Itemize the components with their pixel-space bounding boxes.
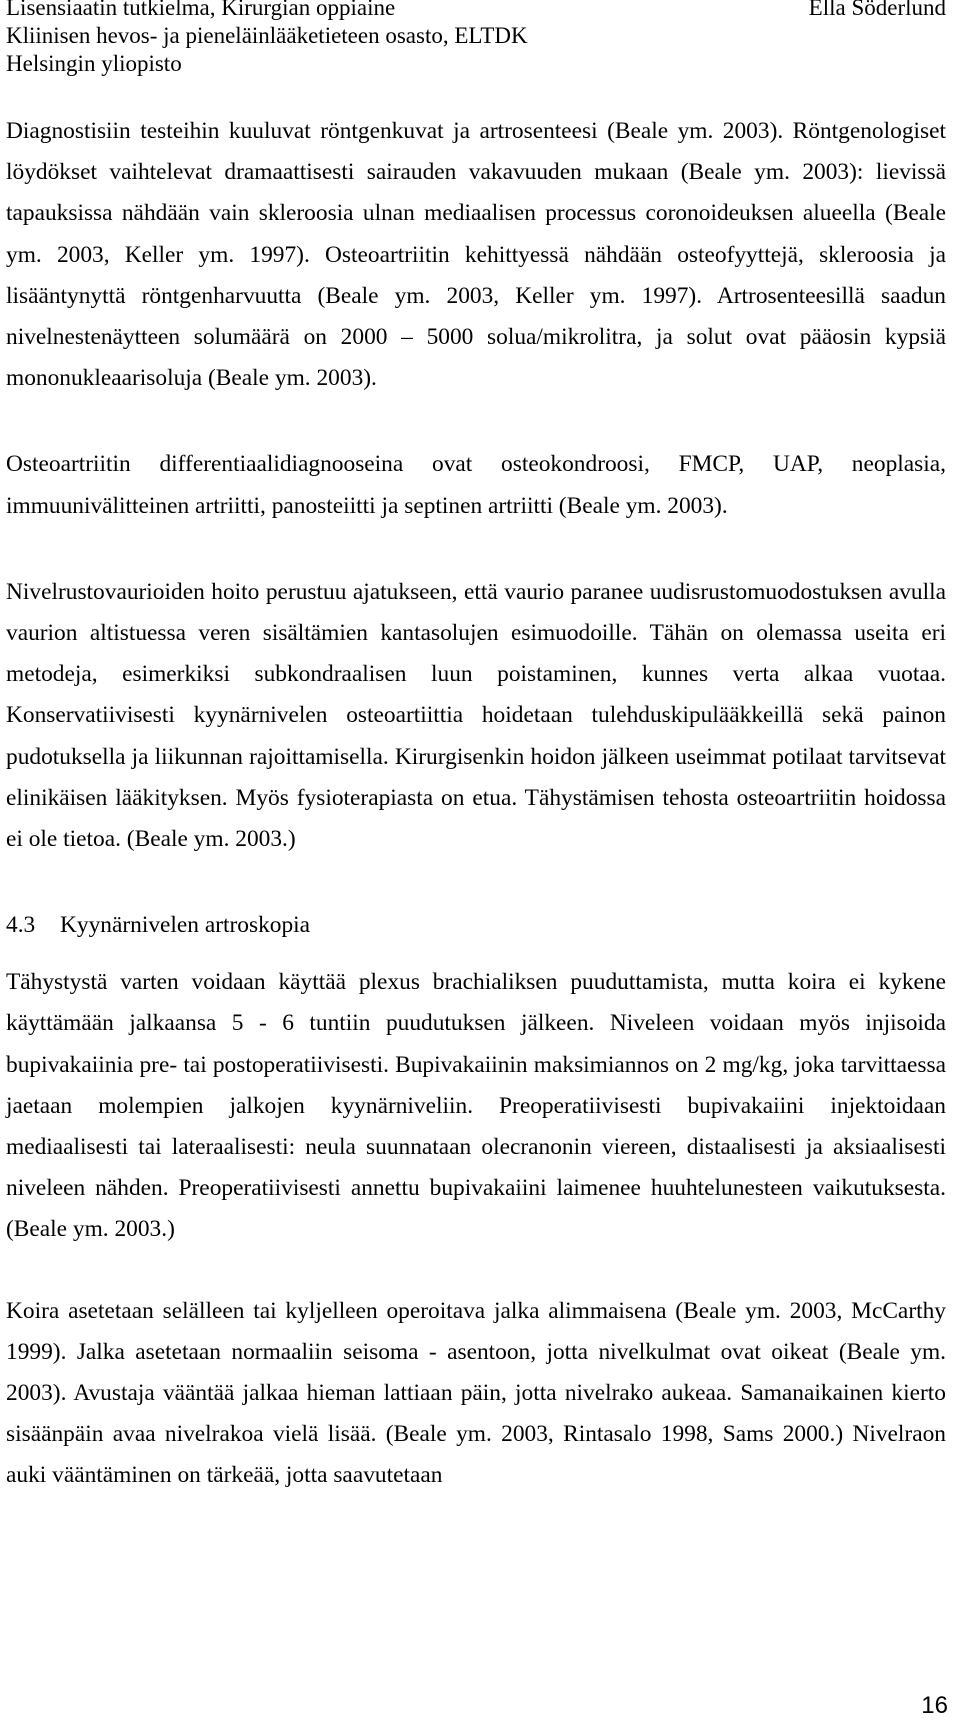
paragraph-positioning: Koira asetetaan selälleen tai kyljelleen operoitava jalka alimmaisena (Beale ym. 2003, McCarthy 1999). Jalka asetetaan normaaliin seisoma - asentoon, jotta nivelkulmat ovat oikeat (Beale ym. 2003). Avustaja vääntää jalkaa hieman lattiaan päin, jotta nivelrako aukeaa. Samanaikainen kierto sisäänpäin avaa nivelrakoa vielä lisää. (Beale ym. 2003, Rintasalo 1998, Sams 2000.) Nivelraon auki vääntäminen on tärkeää, jotta saavutetaan — [6, 1297, 946, 1489]
section-heading — [6, 905, 946, 946]
header-institution — [6, 0, 528, 78]
section-number: 4.3 — [6, 912, 36, 939]
page-number: 16 — [921, 1692, 948, 1719]
paragraph-diagnostics: Diagnostisiin testeihin kuuluvat röntgenkuvat ja artrosenteesi (Beale ym. 2003). Röntgenologiset löydökset vaihtelevat dramaattisesti sairauden vakavuuden mukaan (Beale ym. 2003): lievissä tapauksissa nähdään vain skleroosia ulnan mediaalisen processus coronoideuksen alueella (Beale ym. 2003, Keller ym. 1997). Osteoartriitin kehittyessä nähdään osteofyyttejä, skleroosia ja lisääntynyttä röntgenharvuutta (Beale ym. 2003, Keller ym. 1997). Artrosenteesillä saadun nivelnestenäytteen solumäärä on 2000 – 5000 solua/mikrolitra, ja solut ovat pääosin kypsiä mononukleaarisoluja (Beale ym. 2003). — [6, 118, 946, 392]
header-department-line: Kliinisen hevos- ja pieneläinlääketieteen osasto, ELTDK — [6, 23, 528, 48]
paragraph-treatment: Nivelrustovaurioiden hoito perustuu ajatukseen, että vaurio paranee uudisrustomuodostuksen avulla vaurion altistuessa veren sisältämien kantasolujen esimuodoille. Tähän on olemassa useita eri metodeja, esimerkiksi subkondraalisen luun poistaminen, kunnes verta alkaa vuotaa. Konservatiivisesti kyynärnivelen osteoartiittia hoidetaan tulehduskipulääkkeillä sekä painon pudotuksella ja liikunnan rajoittamisella. Kirurgisenkin hoidon jälkeen useimmat potilaat tarvitsevat elinikäisen lääkityksen. Myös fysioterapiasta on etua. Tähystämisen tehosta osteoartriitin hoidossa ei ole tietoa. (Beale ym. 2003.) — [6, 578, 946, 853]
document-body — [6, 111, 946, 1542]
paragraph-anesthesia: Tähystystä varten voidaan käyttää plexus brachialiksen puuduttamista, mutta koira ei kykene käyttämään jalkaansa 5 - 6 tuntiin puudutuksen jälkeen. Niveleen voidaan myös injisoida bupivakaiinia pre- tai postoperatiivisesti. Bupivakaiinin maksimiannos on 2 mg/kg, joka tarvittaessa jaetaan molempien jalkojen kyynärniveliin. Preoperatiivisesti bupivakaiini injektoidaan mediaalisesti tai lateraalisesti: neula suunnataan olecranonin viereen, distaalisesti ja aksiaalisesti niveleen nähden. Preoperatiivisesti annettu bupivakaiini laimenee huuhtelunesteen vaikutuksesta. (Beale ym. 2003.) — [6, 969, 946, 1243]
paragraph-differential-diagnosis: Osteoartriitin differentiaalidiagnooseina ovat osteokondroosi, FMCP, UAP, neoplasia, immuunivälitteinen artriitti, panosteiitti ja septinen artriitti (Beale ym. 2003). — [6, 451, 946, 519]
header-thesis-line: Lisensiaatin tutkielma, Kirurgian oppiaine — [6, 0, 396, 20]
section-title: Kyynärnivelen artroskopia — [60, 912, 311, 939]
header-author: Ella Söderlund — [808, 0, 946, 20]
header-university-line: Helsingin yliopisto — [6, 51, 182, 76]
